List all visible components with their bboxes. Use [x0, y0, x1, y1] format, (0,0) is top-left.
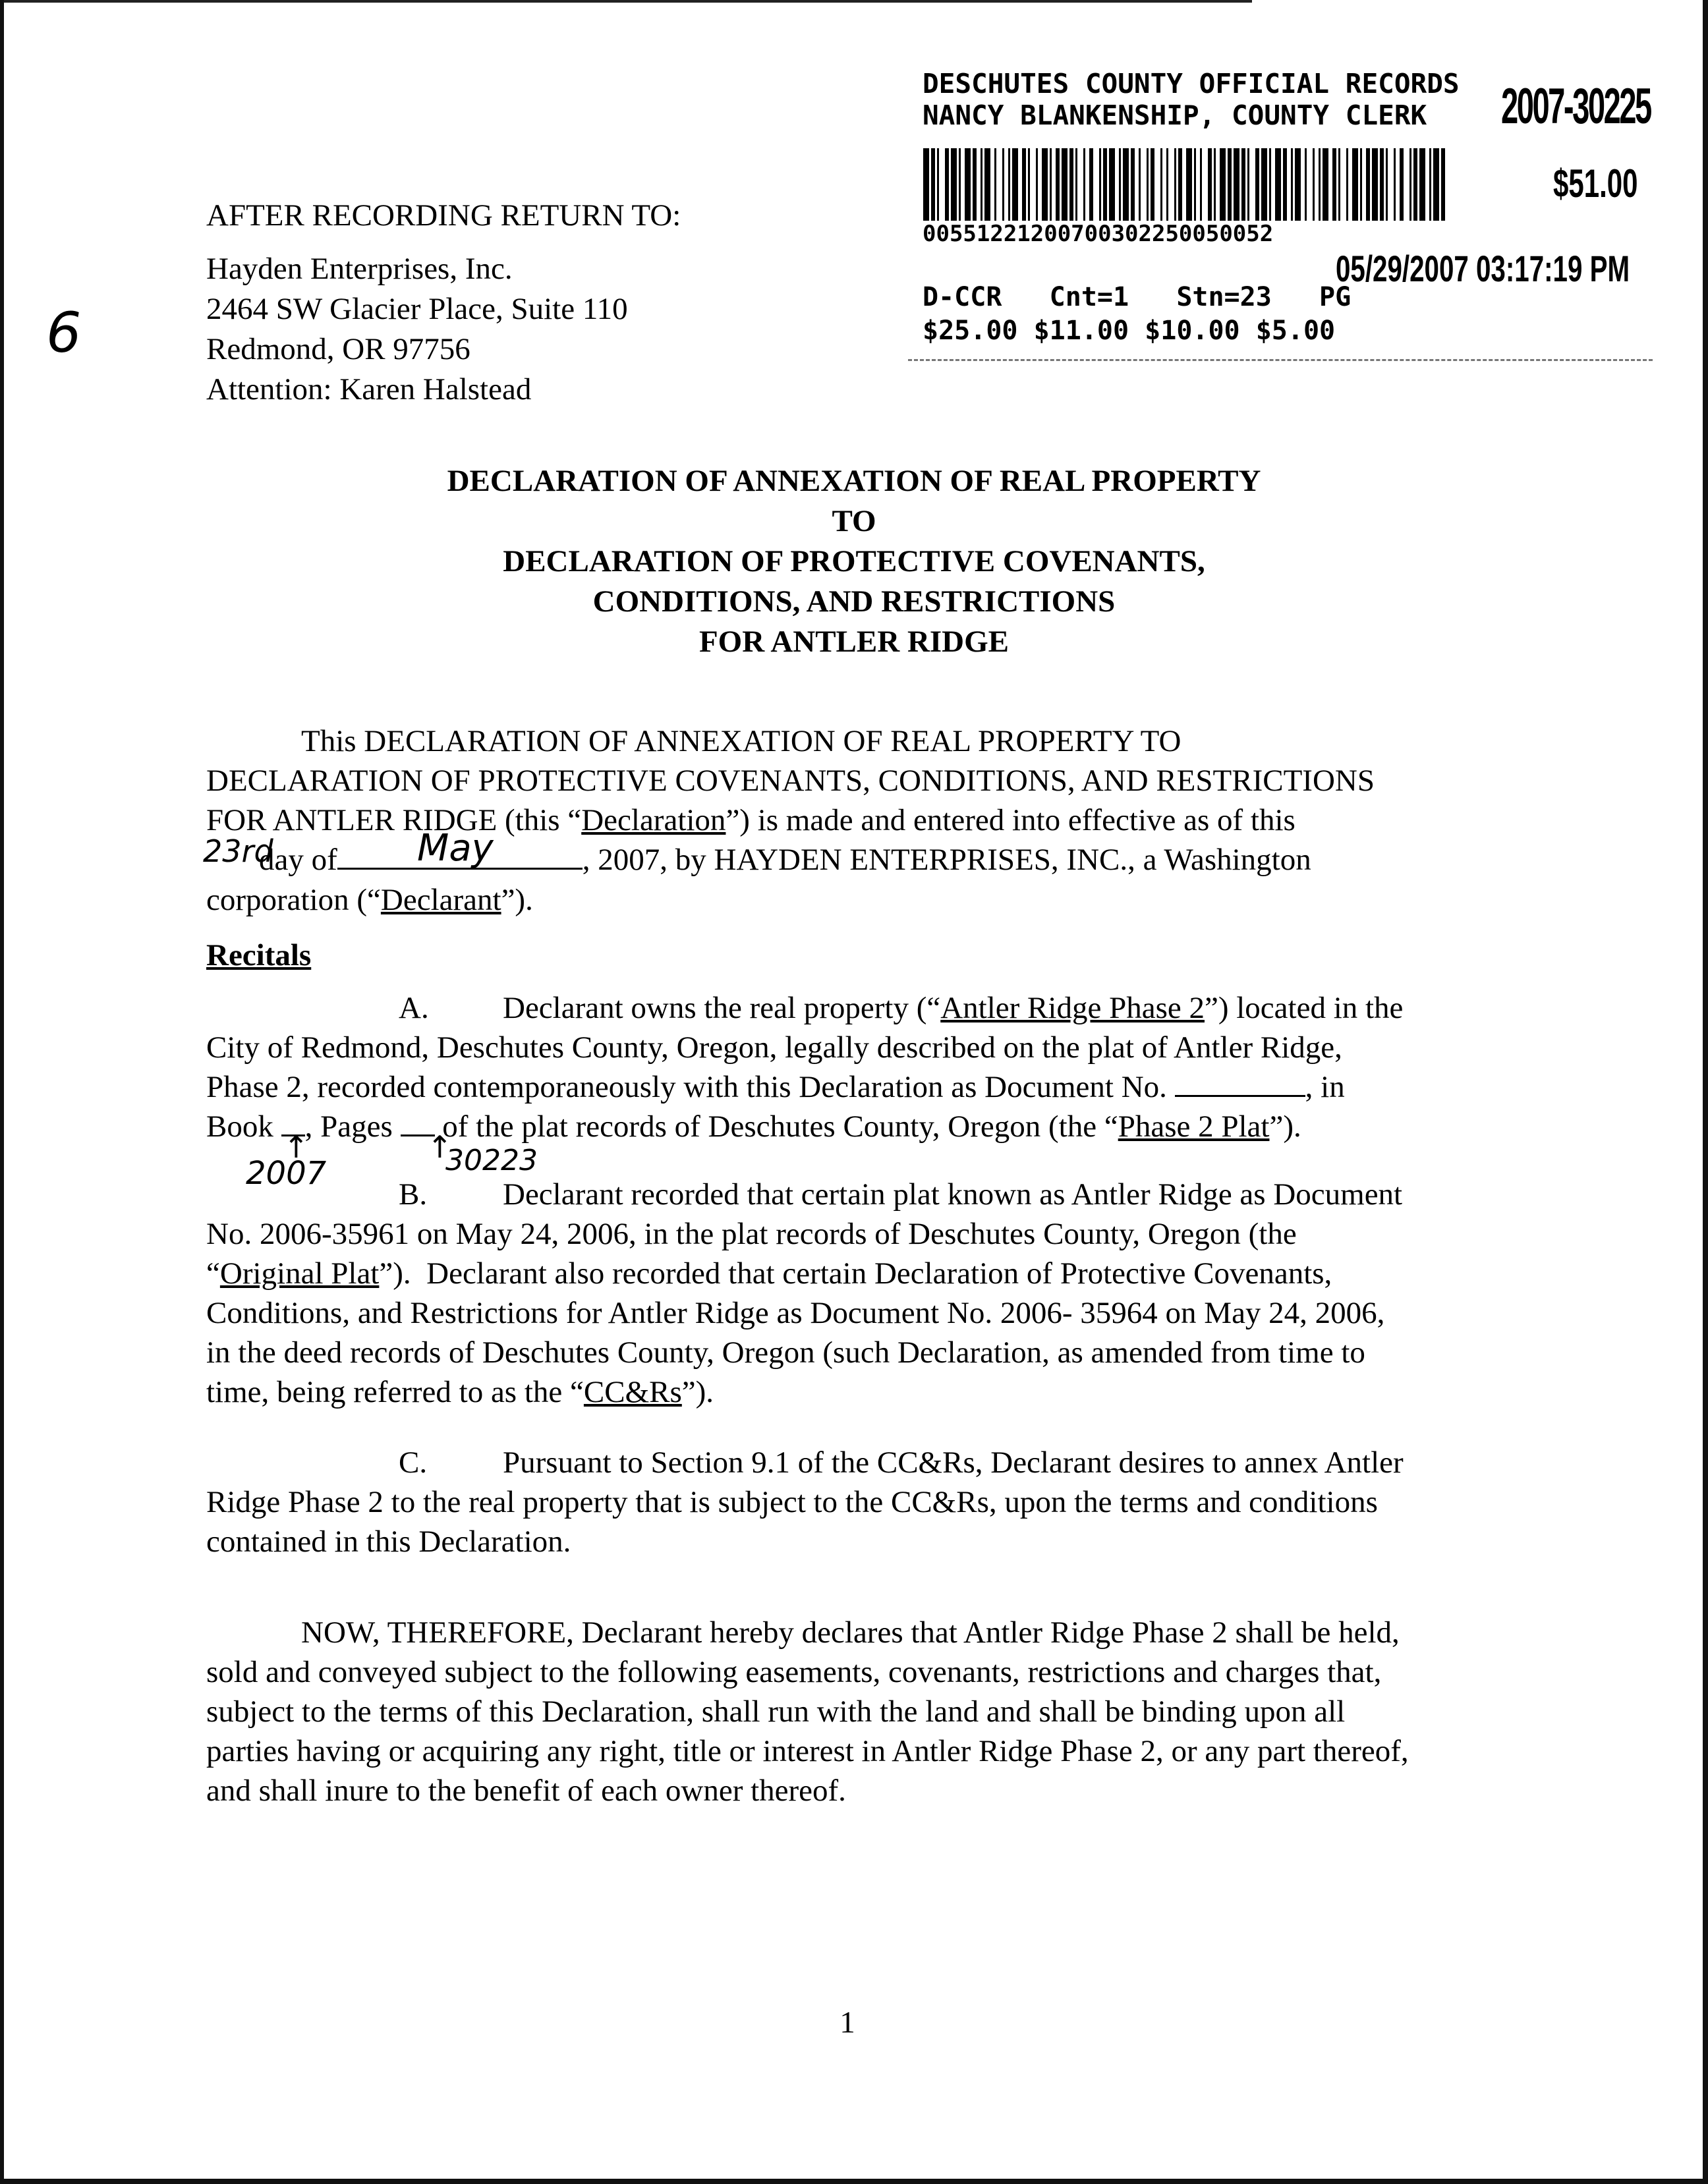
handwritten-arrow-pages: ↑: [427, 1129, 453, 1165]
barcode-bar: [1099, 148, 1101, 221]
barcode-bar: [1036, 148, 1038, 221]
intro-line1: This DECLARATION OF ANNEXATION OF REAL PROPERTY TO: [301, 724, 1181, 758]
recital-a-line2: City of Redmond, Deschutes County, Oregon, legally described on the plat of Antler Ridge,: [206, 1030, 1342, 1065]
now-therefore-line3: subject to the terms of this Declaration, shall run with the land and shall be binding upon all: [206, 1694, 1346, 1729]
barcode-bar: [1332, 148, 1336, 221]
handwritten-book-number: 2007: [246, 1155, 327, 1192]
page-bottom-edge: [0, 2179, 1708, 2184]
title-line5: FOR ANTLER RIDGE: [698, 625, 1010, 659]
barcode-bar: [1261, 148, 1267, 221]
barcode-bar: [1313, 148, 1315, 221]
barcode-bar: [1228, 148, 1232, 221]
barcode-bar: [1305, 148, 1307, 221]
barcode-bar: [1386, 148, 1388, 221]
barcode-bar: [1394, 148, 1396, 221]
barcode-bar: [1123, 148, 1129, 221]
defined-term-declarant: Declarant: [380, 883, 501, 917]
barcode-bar: [984, 148, 990, 221]
barcode-bar: [1319, 148, 1321, 221]
barcode-bar: [1214, 148, 1216, 221]
barcode-bar: [1275, 148, 1281, 221]
barcode-number: 00551221200700302250050052: [923, 221, 1274, 247]
stamp-divider: [908, 359, 1653, 361]
barcode-bar: [1283, 148, 1287, 221]
barcode-bar: [1089, 148, 1093, 221]
barcode-bar: [1433, 148, 1439, 221]
recital-b-line1: Declarant recorded that certain plat known as Antler Ridge as Document: [503, 1177, 1403, 1212]
barcode-bar: [994, 148, 996, 221]
barcode-bar: [1151, 148, 1154, 221]
barcode-bar: [1174, 148, 1176, 221]
barcode-bar: [1103, 148, 1107, 221]
barcode-bar: [1200, 148, 1202, 221]
barcode-bar: [1234, 148, 1239, 221]
barcode-bar: [1075, 148, 1077, 221]
stamp-codes: D-CCR Cnt=1 Stn=23 PG: [923, 282, 1352, 312]
barcode-bar: [1366, 148, 1370, 221]
barcode-bar: [981, 148, 982, 221]
recital-c-letter: C.: [399, 1445, 428, 1480]
barcode-bar: [1295, 148, 1301, 221]
title-line1: DECLARATION OF ANNEXATION OF REAL PROPERTY: [447, 464, 1261, 498]
barcode-bar: [1028, 148, 1030, 221]
page-left-edge: [0, 0, 4, 2184]
barcode-bar: [1352, 148, 1358, 221]
barcode-bar: [923, 148, 929, 221]
barcode-bar: [959, 148, 961, 221]
title-line3: DECLARATION OF PROTECTIVE COVENANTS,: [503, 544, 1205, 578]
barcode: [923, 148, 1445, 221]
defined-term-declaration: Declaration: [581, 803, 726, 837]
barcode-bar: [1050, 148, 1052, 221]
barcode-bar: [1002, 148, 1004, 221]
intro-line2: DECLARATION OF PROTECTIVE COVENANTS, CONDITIONS, AND RESTRICTIONS: [206, 764, 1375, 798]
defined-term-original-plat: Original Plat: [219, 1256, 380, 1291]
barcode-bar: [1194, 148, 1196, 221]
recital-a-line4: Book , Pages of the plat records of Deschutes County, Oregon (the “Phase 2 Plat”).: [206, 1109, 1301, 1144]
recital-c-line2: Ridge Phase 2 to the real property that is subject to the CC&Rs, upon the terms and conditions: [206, 1485, 1378, 1519]
barcode-bar: [951, 148, 957, 221]
barcode-bar: [937, 148, 939, 221]
barcode-bar: [1131, 148, 1135, 221]
title-line4: CONDITIONS, AND RESTRICTIONS: [592, 584, 1116, 619]
recital-b-line2: No. 2006-35961 on May 24, 2006, in the plat records of Deschutes County, Oregon (the: [206, 1217, 1297, 1251]
barcode-bar: [1346, 148, 1348, 221]
page-right-edge: [1703, 0, 1708, 2184]
barcode-bar: [1062, 148, 1068, 221]
recital-b-line6: time, being referred to as the “CC&Rs”).: [206, 1375, 714, 1409]
recital-c-line1: Pursuant to Section 9.1 of the CC&Rs, Declarant desires to annex Antler: [503, 1445, 1404, 1480]
now-therefore-line2: sold and conveyed subject to the following easements, covenants, restrictions and charges that,: [206, 1655, 1382, 1689]
handwritten-arrow-book: ↑: [283, 1129, 309, 1165]
barcode-bar: [1012, 148, 1018, 221]
barcode-bar: [1056, 148, 1060, 221]
barcode-bar: [1400, 148, 1404, 221]
barcode-bar: [1323, 148, 1328, 221]
barcode-bar: [945, 148, 949, 221]
barcode-bar: [1008, 148, 1010, 221]
barcode-bar: [1338, 148, 1340, 221]
barcode-bar: [1109, 148, 1115, 221]
return-to-line4: Attention: Karen Halstead: [206, 372, 532, 406]
barcode-bar: [1269, 148, 1271, 221]
recital-a-line3: Phase 2, recorded contemporaneously with this Declaration as Document No. , in: [206, 1070, 1345, 1104]
barcode-bar: [1413, 148, 1417, 221]
margin-mark: 6: [46, 300, 82, 365]
barcode-bar: [1208, 148, 1212, 221]
defined-term-ccrs: CC&Rs: [583, 1375, 682, 1409]
return-to-heading: AFTER RECORDING RETURN TO:: [206, 198, 681, 233]
barcode-bar: [1119, 148, 1121, 221]
barcode-bar: [1429, 148, 1431, 221]
barcode-bar: [1186, 148, 1192, 221]
recital-a-line1: Declarant owns the real property (“Antler Ridge Phase 2”) located in the: [503, 991, 1404, 1025]
stamp-office-line2: NANCY BLANKENSHIP, COUNTY CLERK: [923, 99, 1427, 131]
recital-b-line4: Conditions, and Restrictions for Antler Ridge as Document No. 2006- 35964 on May 24, 2006,: [206, 1296, 1385, 1330]
barcode-bar: [1419, 148, 1425, 221]
barcode-bar: [973, 148, 977, 221]
barcode-bar: [1220, 148, 1226, 221]
barcode-bar: [1166, 148, 1168, 221]
barcode-bar: [1247, 148, 1249, 221]
recital-a-letter: A.: [399, 991, 429, 1025]
barcode-bar: [1241, 148, 1245, 221]
barcode-bar: [931, 148, 935, 221]
barcode-bar: [1022, 148, 1026, 221]
barcode-bar: [1409, 148, 1411, 221]
recital-b-letter: B.: [399, 1177, 428, 1212]
barcode-bar: [1139, 148, 1141, 221]
defined-term-antler-ridge-phase-2: Antler Ridge Phase 2: [940, 991, 1205, 1025]
barcode-bar: [965, 148, 971, 221]
barcode-bar: [1147, 148, 1149, 221]
barcode-bar: [1372, 148, 1378, 221]
barcode-bar: [1255, 148, 1259, 221]
stamp-fee-total: $51.00: [1553, 161, 1638, 206]
barcode-bar: [1069, 148, 1073, 221]
intro-line5: corporation (“Declarant”).: [206, 883, 533, 917]
barcode-bar: [1360, 148, 1362, 221]
stamp-recorded-datetime: 05/29/2007 03:17:19 PM: [1336, 248, 1630, 289]
barcode-bar: [1160, 148, 1162, 221]
stamp-document-number: 2007-30225: [1501, 78, 1651, 134]
defined-term-phase-2-plat: Phase 2 Plat: [1118, 1109, 1270, 1144]
handwritten-day: 23rd: [203, 833, 273, 869]
stamp-office-line1: DESCHUTES COUNTY OFFICIAL RECORDS: [923, 68, 1460, 99]
now-therefore-line4: parties having or acquiring any right, title or interest in Antler Ridge Phase 2, or any part thereof,: [206, 1734, 1409, 1768]
barcode-bar: [1178, 148, 1182, 221]
return-to-line1: Hayden Enterprises, Inc.: [206, 252, 513, 286]
page-top-edge: [0, 0, 1252, 3]
recital-b-line3: “Original Plat”). Declarant also recorded that certain Declaration of Protective Covenants,: [206, 1256, 1332, 1291]
return-to-line2: 2464 SW Glacier Place, Suite 110: [206, 292, 628, 326]
recital-b-line5: in the deed records of Deschutes County, Oregon (such Declaration, as amended from time to: [206, 1335, 1365, 1370]
return-to-line3: Redmond, OR 97756: [206, 332, 470, 366]
now-therefore-line5: and shall inure to the benefit of each owner thereof.: [206, 1774, 846, 1808]
page-number: 1: [840, 2005, 855, 2040]
stamp-fees: $25.00 $11.00 $10.00 $5.00: [923, 316, 1336, 346]
recital-c-line3: contained in this Declaration.: [206, 1525, 571, 1559]
title-line2: TO: [832, 504, 876, 538]
intro-line3: FOR ANTLER RIDGE (this “Declaration”) is made and entered into effective as of this: [206, 803, 1295, 837]
barcode-bar: [1083, 148, 1085, 221]
document-title: [0, 461, 1708, 662]
handwritten-pages-number: 30223: [445, 1144, 538, 1177]
barcode-bar: [1042, 148, 1048, 221]
recitals-heading: Recitals: [206, 938, 312, 972]
barcode-bar: [1441, 148, 1445, 221]
barcode-bar: [1291, 148, 1293, 221]
intro-line4: day of , 2007, by HAYDEN ENTERPRISES, INC., a Washington: [259, 843, 1311, 877]
barcode-bar: [1380, 148, 1384, 221]
now-therefore-line1: NOW, THEREFORE, Declarant hereby declares that Antler Ridge Phase 2 shall be held,: [301, 1615, 1400, 1650]
handwritten-month: May: [417, 827, 494, 870]
